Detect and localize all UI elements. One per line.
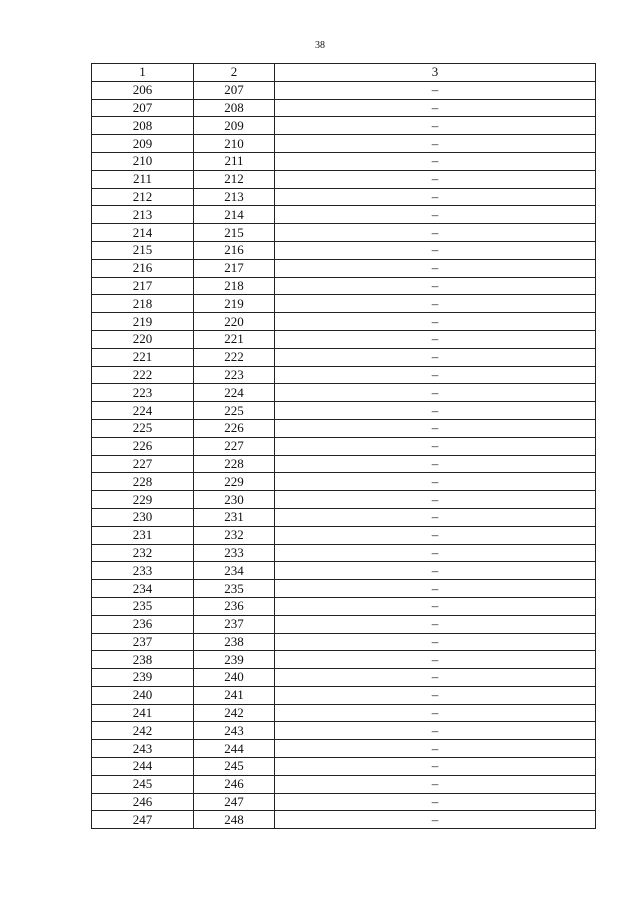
col-3-cell: – (275, 491, 596, 509)
col-3-cell: – (275, 722, 596, 740)
table-row (92, 633, 596, 651)
table-row (92, 580, 596, 598)
table-row (92, 686, 596, 704)
col-3-cell: – (275, 597, 596, 615)
col-3-cell: – (275, 99, 596, 117)
col-3-cell: – (275, 295, 596, 313)
table-row (92, 722, 596, 740)
col-2-cell: 207 (194, 81, 275, 99)
col-1-cell: 239 (92, 669, 194, 687)
table-row (92, 526, 596, 544)
col-1-cell: 242 (92, 722, 194, 740)
col-1-cell: 229 (92, 491, 194, 509)
page-number: 38 (315, 40, 325, 51)
col-2-cell: 224 (194, 384, 275, 402)
table-row (92, 313, 596, 331)
col-3-cell: – (275, 152, 596, 170)
col-3-cell: – (275, 562, 596, 580)
col-3-cell: – (275, 740, 596, 758)
col-2-cell: 223 (194, 366, 275, 384)
col-3-cell: – (275, 793, 596, 811)
col-1-cell: 222 (92, 366, 194, 384)
table-row (92, 615, 596, 633)
col-3-cell: – (275, 580, 596, 598)
table-row (92, 135, 596, 153)
col-1-cell: 215 (92, 241, 194, 259)
col-3-cell: – (275, 758, 596, 776)
col-3-cell: – (275, 402, 596, 420)
col-2-cell: 238 (194, 633, 275, 651)
table-row (92, 81, 596, 99)
col-2-cell: 233 (194, 544, 275, 562)
table-row (92, 793, 596, 811)
col-2-cell: 219 (194, 295, 275, 313)
col-1-cell: 247 (92, 811, 194, 829)
table-row (92, 117, 596, 135)
col-2-cell: 244 (194, 740, 275, 758)
column-header-1: 1 (92, 64, 194, 82)
col-3-cell: – (275, 669, 596, 687)
col-1-cell: 210 (92, 152, 194, 170)
col-2-cell: 208 (194, 99, 275, 117)
col-3-cell: – (275, 633, 596, 651)
table-row (92, 170, 596, 188)
col-2-cell: 215 (194, 224, 275, 242)
col-1-cell: 211 (92, 170, 194, 188)
col-3-cell: – (275, 615, 596, 633)
col-3-cell: – (275, 224, 596, 242)
col-3-cell: – (275, 117, 596, 135)
col-1-cell: 217 (92, 277, 194, 295)
col-1-cell: 236 (92, 615, 194, 633)
col-3-cell: – (275, 811, 596, 829)
col-2-cell: 234 (194, 562, 275, 580)
col-3-cell: – (275, 206, 596, 224)
col-1-cell: 234 (92, 580, 194, 598)
col-3-cell: – (275, 686, 596, 704)
col-2-cell: 229 (194, 473, 275, 491)
header-row (92, 64, 596, 82)
col-1-cell: 221 (92, 348, 194, 366)
col-3-cell: – (275, 384, 596, 402)
col-1-cell: 225 (92, 419, 194, 437)
table-row (92, 384, 596, 402)
col-2-cell: 231 (194, 508, 275, 526)
table-row (92, 366, 596, 384)
table-row (92, 224, 596, 242)
col-1-cell: 227 (92, 455, 194, 473)
col-2-cell: 242 (194, 704, 275, 722)
col-1-cell: 208 (92, 117, 194, 135)
column-header-2: 2 (194, 64, 275, 82)
col-2-cell: 227 (194, 437, 275, 455)
col-2-cell: 214 (194, 206, 275, 224)
col-2-cell: 218 (194, 277, 275, 295)
col-1-cell: 214 (92, 224, 194, 242)
table-row (92, 651, 596, 669)
col-1-cell: 237 (92, 633, 194, 651)
col-2-cell: 245 (194, 758, 275, 776)
col-3-cell: – (275, 348, 596, 366)
col-3-cell: – (275, 366, 596, 384)
table-row (92, 330, 596, 348)
col-1-cell: 207 (92, 99, 194, 117)
col-2-cell: 225 (194, 402, 275, 420)
col-2-cell: 248 (194, 811, 275, 829)
col-3-cell: – (275, 455, 596, 473)
col-3-cell: – (275, 651, 596, 669)
col-2-cell: 228 (194, 455, 275, 473)
col-2-cell: 210 (194, 135, 275, 153)
table-row (92, 437, 596, 455)
col-3-cell: – (275, 419, 596, 437)
table-row (92, 348, 596, 366)
col-2-cell: 241 (194, 686, 275, 704)
table-row (92, 473, 596, 491)
table-row (92, 491, 596, 509)
col-1-cell: 240 (92, 686, 194, 704)
table-row (92, 740, 596, 758)
table-row (92, 669, 596, 687)
col-2-cell: 221 (194, 330, 275, 348)
col-3-cell: – (275, 775, 596, 793)
table-row (92, 99, 596, 117)
table-row (92, 241, 596, 259)
col-2-cell: 240 (194, 669, 275, 687)
col-1-cell: 206 (92, 81, 194, 99)
table-row (92, 206, 596, 224)
col-1-cell: 231 (92, 526, 194, 544)
col-3-cell: – (275, 259, 596, 277)
table-row (92, 259, 596, 277)
col-3-cell: – (275, 330, 596, 348)
table-row (92, 402, 596, 420)
col-3-cell: – (275, 526, 596, 544)
col-2-cell: 239 (194, 651, 275, 669)
col-2-cell: 220 (194, 313, 275, 331)
col-1-cell: 230 (92, 508, 194, 526)
col-3-cell: – (275, 437, 596, 455)
column-header-3: 3 (275, 64, 596, 82)
col-1-cell: 233 (92, 562, 194, 580)
col-3-cell: – (275, 277, 596, 295)
col-3-cell: – (275, 170, 596, 188)
col-1-cell: 224 (92, 402, 194, 420)
table-row (92, 811, 596, 829)
table-body (92, 81, 596, 828)
col-1-cell: 228 (92, 473, 194, 491)
data-table (91, 63, 596, 829)
col-2-cell: 247 (194, 793, 275, 811)
table-row (92, 508, 596, 526)
col-1-cell: 209 (92, 135, 194, 153)
col-2-cell: 213 (194, 188, 275, 206)
col-1-cell: 213 (92, 206, 194, 224)
col-1-cell: 212 (92, 188, 194, 206)
col-1-cell: 232 (92, 544, 194, 562)
col-1-cell: 216 (92, 259, 194, 277)
col-1-cell: 238 (92, 651, 194, 669)
col-1-cell: 220 (92, 330, 194, 348)
table-row (92, 704, 596, 722)
table-row (92, 775, 596, 793)
col-2-cell: 232 (194, 526, 275, 544)
table-row (92, 758, 596, 776)
table-row (92, 597, 596, 615)
col-3-cell: – (275, 508, 596, 526)
col-1-cell: 226 (92, 437, 194, 455)
col-2-cell: 211 (194, 152, 275, 170)
col-1-cell: 223 (92, 384, 194, 402)
col-2-cell: 236 (194, 597, 275, 615)
col-2-cell: 237 (194, 615, 275, 633)
table-row (92, 188, 596, 206)
col-2-cell: 216 (194, 241, 275, 259)
col-1-cell: 218 (92, 295, 194, 313)
col-3-cell: – (275, 313, 596, 331)
col-1-cell: 245 (92, 775, 194, 793)
col-3-cell: – (275, 81, 596, 99)
table-header (92, 64, 596, 82)
col-2-cell: 217 (194, 259, 275, 277)
col-1-cell: 246 (92, 793, 194, 811)
col-3-cell: – (275, 188, 596, 206)
table-row (92, 455, 596, 473)
table-row (92, 295, 596, 313)
col-2-cell: 222 (194, 348, 275, 366)
col-2-cell: 226 (194, 419, 275, 437)
col-2-cell: 230 (194, 491, 275, 509)
table-row (92, 419, 596, 437)
table-row (92, 277, 596, 295)
col-2-cell: 212 (194, 170, 275, 188)
col-1-cell: 243 (92, 740, 194, 758)
col-3-cell: – (275, 704, 596, 722)
col-2-cell: 209 (194, 117, 275, 135)
col-3-cell: – (275, 473, 596, 491)
col-1-cell: 219 (92, 313, 194, 331)
col-3-cell: – (275, 135, 596, 153)
table-row (92, 152, 596, 170)
col-1-cell: 241 (92, 704, 194, 722)
col-1-cell: 244 (92, 758, 194, 776)
col-2-cell: 246 (194, 775, 275, 793)
col-2-cell: 243 (194, 722, 275, 740)
table-row (92, 562, 596, 580)
col-3-cell: – (275, 241, 596, 259)
col-2-cell: 235 (194, 580, 275, 598)
col-1-cell: 235 (92, 597, 194, 615)
col-3-cell: – (275, 544, 596, 562)
table-row (92, 544, 596, 562)
